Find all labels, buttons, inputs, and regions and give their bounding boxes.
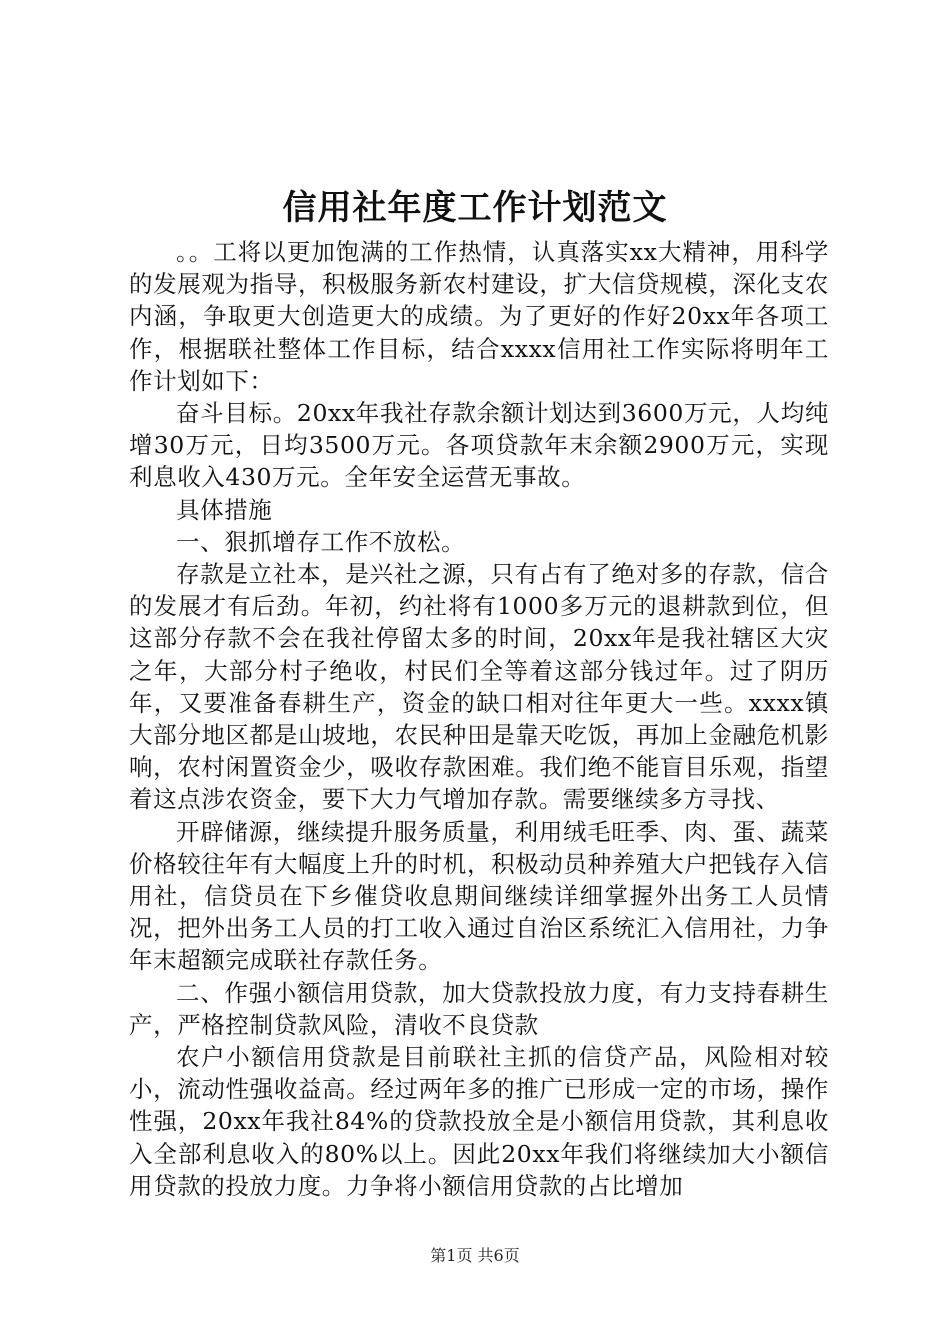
document-title: 信用社年度工作计划范文 xyxy=(282,188,668,228)
paragraph-deposit-sources: 开辟储源，继续提升服务质量，利用绒毛旺季、肉、蛋、蔬菜价格较往年有大幅度上升的时机，积极动员种养殖大户把钱存入信用社，信贷员在下乡催贷收息期间继续详细掌握外出务工人员情况，把外出务工人员的打工收入通过自治区系统汇入信用社，力争年末超额完成联社存款任务。 xyxy=(129,817,829,975)
heading-section-2: 二、作强小额信用贷款，加大贷款投放力度，有力支持春耕生产，严格控制贷款风险，清收不良贷款 xyxy=(129,978,829,1039)
document-body xyxy=(129,236,829,1202)
page-footer: 第1页 共6页 xyxy=(430,1246,520,1265)
heading-section-1: 一、狠抓增存工作不放松。 xyxy=(176,527,466,556)
paragraph-intro: 。。工将以更加饱满的工作热情，认真落实xx大精神，用科学的发展观为指导，积极服务新农村建设，扩大信贷规模，深化支农内涵，争取更大创造更大的成绩。为了更好的作好20xx年各项工作，根据联社整体工作目标，结合xxxx信用社工作实际将明年工作计划如下： xyxy=(129,238,829,395)
paragraph-goals: 奋斗目标。20xx年我社存款余额计划达到3600万元，人均纯增30万元，日均3500万元。各项贷款年末余额2900万元，实现利息收入430万元。全年安全运营无事故。 xyxy=(129,399,829,492)
heading-measures: 具体措施 xyxy=(176,495,273,524)
paragraph-deposits: 存款是立社本，是兴社之源，只有占有了绝对多的存款，信合的发展才有后劲。年初，约社将有1000多万元的退耕款到位，但这部分存款不会在我社停留太多的时间，20xx年是我社辖区大灾之年，大部分村子绝收，村民们全等着这部分钱过年。过了阴历年，又要准备春耕生产，资金的缺口相对往年更大一些。xxxx镇大部分地区都是山坡地，农民种田是靠天吃饭，再加上金融危机影响，农村闲置资金少，吸收存款困难。我们绝不能盲目乐观，指望着这点涉农资金，要下大力气增加存款。需要继续多方寻找、 xyxy=(129,560,829,814)
paragraph-microcredit: 农户小额信用贷款是目前联社主抓的信贷产品，风险相对较小，流动性强收益高。经过两年多的推广已形成一定的市场，操作性强，20xx年我社84%的贷款投放全是小额信用贷款，其利息收入全部利息收入的80%以上。因此20xx年我们将继续加大小额信用贷款的投放力度。力争将小额信用贷款的占比增加 xyxy=(129,1043,829,1200)
